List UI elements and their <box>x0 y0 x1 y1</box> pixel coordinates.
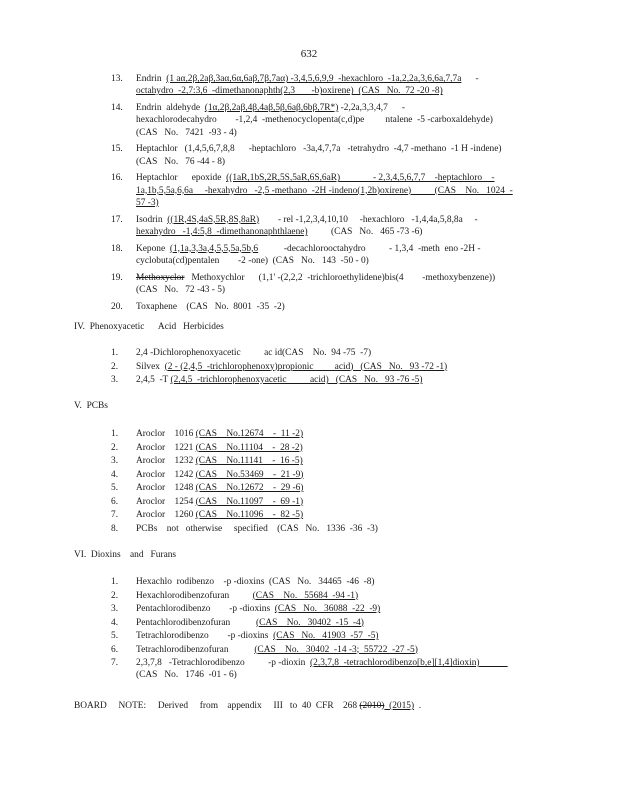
list-item-line <box>136 185 513 197</box>
list-item-number: 4. <box>111 469 119 480</box>
text-segment: Toxaphene (CAS No. 8001 -35 -2) <box>136 301 285 312</box>
text-segment: Heptachlor epoxide <box>136 173 227 184</box>
list-item-number: 15. <box>111 144 123 155</box>
text-segment: (CAS No. 7421 -93 - 4) <box>136 127 237 138</box>
list-item-line <box>136 127 237 139</box>
text-segment: Isodrin <box>136 214 168 225</box>
section-heading-iv: IV. Phenoxyacetic Acid Herbicides <box>74 322 224 332</box>
list-item-number: 13. <box>111 74 123 84</box>
list-item-line <box>136 156 225 168</box>
struck-text: (2010) <box>359 701 385 711</box>
underlined-text: (2 - (2,4,5 -trichlorophenoxy)propionic acid) (CAS No. 93 -72 -1) <box>164 361 448 372</box>
board-note <box>74 700 421 712</box>
list-item-line <box>136 102 405 114</box>
underlined-text: (CAS No. 41903 -57 -5) <box>273 631 379 641</box>
list-item-line <box>136 657 508 669</box>
text-segment: Pentachlorodibenzo -p -dioxins <box>136 604 275 614</box>
list-item-number: 1. <box>111 348 119 358</box>
list-item-number: 14. <box>111 103 123 113</box>
text-segment: (CAS No. 465 -73 -6) <box>307 226 423 237</box>
list-item-line <box>136 272 495 284</box>
text-segment: BOARD NOTE: Derived from appendix III to 40 CFR 268 <box>74 701 360 711</box>
underlined-text: (CAS No.12672 - 29 -6) <box>195 483 304 493</box>
underlined-text: (2,4,5 -trichlorophenoxyacetic acid) (CAS No. 93 -76 -5) <box>170 375 423 385</box>
list-item-number: 7. <box>111 510 119 520</box>
list-item-line <box>136 214 478 226</box>
list-item-line <box>136 630 379 642</box>
list-item-line <box>136 523 378 535</box>
list-item-number: 2. <box>111 361 119 372</box>
list-item-number: 18. <box>111 243 123 254</box>
underlined-text: (CAS No.12674 - 11 -2) <box>195 429 304 439</box>
text-segment: PCBs not otherwise specified (CAS No. 1336 -36 -3) <box>136 523 378 534</box>
text-segment: - rel -1,2,3,4,10,10 -hexachloro -1,4,4a,5,8,8a - <box>259 214 478 225</box>
page-number: 632 <box>300 48 318 60</box>
underlined-text: ((1R,4S,4aS,5R,8S,8aR) <box>167 214 260 225</box>
list-item-line <box>136 143 502 155</box>
list-item-line <box>136 428 303 440</box>
list-item-number: 5. <box>111 631 119 641</box>
list-item-line <box>136 442 303 454</box>
underlined-text: 57 -3) <box>136 197 159 208</box>
list-item-line <box>136 669 237 681</box>
list-item-line <box>136 576 375 588</box>
text-segment: Endrin <box>136 74 167 84</box>
text-segment: -2,2a,3,3,4,7 - <box>338 103 405 113</box>
list-item-line <box>136 85 443 97</box>
list-item-line <box>136 73 479 85</box>
list-item-number: 2. <box>111 590 119 601</box>
underlined-text: octahydro -2,7:3,6 -dimethanonaphth(2,3 -b)oxirene) (CAS No. 72 -20 -8) <box>136 86 443 97</box>
text-segment: cyclobuta(cd)pentalen -2 -one) (CAS No. 143 -50 - 0) <box>136 255 369 266</box>
underlined-text: (1,1a,3,3a,4,5,5,5a,5b,6 <box>169 243 259 254</box>
text-segment: Aroclor 1248 <box>136 483 196 493</box>
list-item-number: 3. <box>111 604 119 614</box>
list-item-line <box>136 603 380 615</box>
list-item-line <box>136 284 225 296</box>
text-segment: Methoxychlor (1,1' -(2,2,2 -trichloroethylidene)bis(4 -methoxybenzene)) <box>184 272 496 283</box>
underlined-text: ((1aR,1bS,2R,5S,5aR,6S,6aR) - 2,3,4,5,6,7,7 -heptachloro - <box>226 173 495 184</box>
list-item-number: 8. <box>111 523 119 534</box>
list-item-line <box>136 361 447 373</box>
underlined-text: (CAS No.11097 - 69 -1) <box>195 496 304 507</box>
text-segment: Aroclor 1221 <box>136 442 196 453</box>
list-item-line <box>136 590 358 602</box>
list-item-number: 4. <box>111 617 119 628</box>
underlined-text: (CAS No. 30402 -15 -4) <box>256 617 364 628</box>
list-item-number: 3. <box>111 456 119 466</box>
underlined-text: (CAS No.11096 - 82 -5) <box>195 510 304 520</box>
text-segment: - <box>461 74 479 84</box>
list-item-line <box>136 455 303 467</box>
underlined-text: (CAS No.53469 - 21 -9) <box>195 469 304 480</box>
list-item-line <box>136 243 480 255</box>
underlined-text: 1a,1b,5,5a,6,6a -hexahydro -2,5 -methano -2H -indeno(1,2b)oxirene) (CAS No. 1024 - <box>136 185 513 196</box>
underlined-text: (1 aα,2β,2aβ,3aα,6α,6aβ,7β,7aα) -3,4,5,6,9,9 -hexachloro -1a,2,2a,3,6,6a,7,7a <box>166 74 462 84</box>
list-item-number: 20. <box>111 301 123 312</box>
text-segment: (CAS No. 1746 -01 - 6) <box>136 670 237 681</box>
underlined-text: hexahydro -1,4:5,8 -dimethanonaphthlaene) <box>136 226 308 237</box>
underlined-text: (2,3,7,8 -tetrachlorodibenzo[b,e][1,4]dioxin) <box>310 658 480 668</box>
list-item-line <box>136 509 303 521</box>
text-segment: (CAS No. 72 -43 - 5) <box>136 284 226 295</box>
underlined-text: (1α,2β,2aβ,4β,4aβ,5β,6aβ,6bβ,7R*) <box>204 103 339 113</box>
list-item-line <box>136 482 303 494</box>
text-segment: Endrin aldehyde <box>136 103 205 113</box>
text-segment: Aroclor 1242 <box>136 469 196 480</box>
list-item-line <box>136 644 418 656</box>
list-item-line <box>136 172 495 184</box>
underlined-text: (2015) <box>384 701 415 711</box>
text-segment: . <box>414 701 422 711</box>
list-item-number: 1. <box>111 429 119 439</box>
struck-text: Methoxyclor <box>136 272 185 283</box>
section-heading-v: V. PCBs <box>74 401 108 411</box>
list-item-number: 17. <box>111 214 123 225</box>
text-segment: hexachlorodecahydro -1,2,4 -methenocyclopenta(c,d)pe ntalene -5 -carboxaldehyde) <box>136 115 493 126</box>
list-item-line <box>136 114 493 126</box>
text-segment: Aroclor 1232 <box>136 456 196 466</box>
text-segment: Silvex <box>136 361 165 372</box>
underlined-text: (CAS No. 55684 -94 -1) <box>252 590 359 601</box>
text-segment: -decachlorooctahydro - 1,3,4 -meth eno -2H - <box>258 243 481 254</box>
underlined-text: (CAS No. 30402 -14 -3; 55722 -27 -5) <box>254 644 418 655</box>
underlined-text: (CAS No.11141 - 16 -5) <box>195 456 303 466</box>
text-segment: Kepone <box>136 243 170 254</box>
list-item-line <box>136 197 159 209</box>
text-segment: Pentachlorodibenzofuran <box>136 617 257 628</box>
list-item-number: 7. <box>111 658 119 668</box>
text-segment: Aroclor 1016 <box>136 429 196 439</box>
list-item-line <box>136 255 369 267</box>
text-segment: Aroclor 1254 <box>136 496 196 507</box>
text-segment: Tetrachlorodibenzo -p -dioxins <box>136 631 274 641</box>
text-segment: Hexachlo rodibenzo -p -dioxins (CAS No. 34465 -46 -8) <box>136 577 375 587</box>
text-segment: Heptachlor (1,4,5,6,7,8,8 -heptachloro -3a,4,7,7a -tetrahydro -4,7 -methano -1 H -indene) <box>136 144 502 155</box>
list-item-line <box>136 617 364 629</box>
text-segment: Tetrachlorodibenzofuran <box>136 644 255 655</box>
underlined-text: (CAS No.11104 - 28 -2) <box>195 442 303 453</box>
list-item-line <box>136 301 285 313</box>
text-segment: 2,4 -Dichlorophenoxyacetic ac id(CAS No. 94 -75 -7) <box>136 348 372 358</box>
list-item-number: 6. <box>111 644 119 655</box>
list-item-number: 2. <box>111 442 119 453</box>
list-item-number: 1. <box>111 577 119 587</box>
list-item-line <box>136 469 303 481</box>
text-segment: Aroclor 1260 <box>136 510 196 520</box>
list-item-number: 5. <box>111 483 119 493</box>
list-item-number: 6. <box>111 496 119 507</box>
underlined-text <box>480 658 508 668</box>
list-item-line <box>136 347 371 359</box>
list-item-line <box>136 496 303 508</box>
list-item-number: 19. <box>111 272 123 283</box>
section-heading-vi: VI. Dioxins and Furans <box>74 550 177 560</box>
list-item-number: 3. <box>111 375 119 385</box>
list-item-number: 16. <box>111 173 123 184</box>
text-segment: 2,4,5 -T <box>136 375 171 385</box>
text-segment: Hexachlorodibenzofuran <box>136 590 253 601</box>
underlined-text: (CAS No. 36088 -22 -9) <box>274 604 381 614</box>
list-item-line <box>136 374 423 386</box>
text-segment: (CAS No. 76 -44 - 8) <box>136 156 226 167</box>
list-item-line <box>136 226 422 238</box>
text-segment: 2,3,7,8 -Tetrachlorodibenzo -p -dioxin <box>136 658 311 668</box>
